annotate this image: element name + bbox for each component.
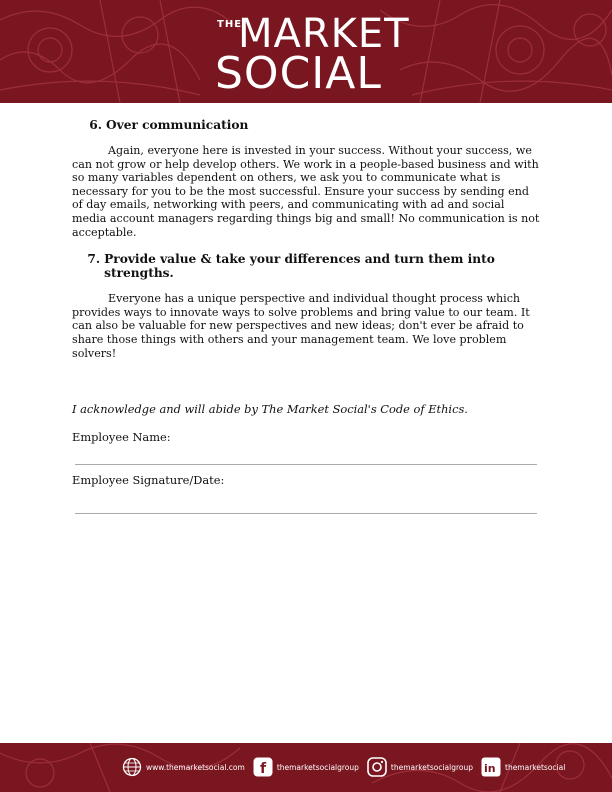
acknowledgement-statement: I acknowledge and will abide by The Market Social's Code of Ethics. xyxy=(72,402,468,417)
employee-name-line[interactable] xyxy=(75,464,537,465)
svg-text:in: in xyxy=(484,762,496,775)
instagram-text: themarketsocialgroup xyxy=(390,762,473,772)
document-body xyxy=(72,118,540,514)
section-paragraph: Everyone has a unique perspective and individual thought process which provides ways to innovate ways to solve problems and bring value to our team. It can also be valuable for new perspectives and new ideas; don't ever be afraid to share those things with others and your management team. We love problem solvers! xyxy=(72,292,530,360)
website-link[interactable] xyxy=(122,757,245,777)
section-title: Over communication xyxy=(106,118,249,132)
company-logo xyxy=(0,0,612,103)
logo-market: MARKET xyxy=(238,11,410,57)
header-banner xyxy=(0,0,612,103)
employee-signature-label: Employee Signature/Date: xyxy=(72,473,225,488)
facebook-text: themarketsocialgroup xyxy=(276,762,359,772)
linkedin-link[interactable] xyxy=(481,757,565,777)
svg-text:f: f xyxy=(259,761,266,777)
linkedin-text: themarketsocial xyxy=(505,762,566,772)
section-heading xyxy=(72,252,540,280)
employee-signature-line[interactable] xyxy=(75,513,537,514)
section-paragraph: Again, everyone here is invested in your success. Without your success, we can not grow or help develop others. We work in a people-based business and with so many variables dependent on others, we ask you to communicate what is necessary for you to be the most successful. Ensure your success by sending end of day emails, networking with peers, and communicating with ad and social media account managers regarding things big and small! No communication is not acceptable. xyxy=(72,144,540,239)
section-number: 7. xyxy=(87,252,101,267)
instagram-icon xyxy=(367,757,387,777)
facebook-link[interactable] xyxy=(253,757,359,777)
employee-name-label: Employee Name: xyxy=(72,430,171,445)
logo-the: THE xyxy=(217,19,243,30)
facebook-icon xyxy=(253,757,273,777)
social-links xyxy=(122,755,573,779)
section-title: Provide value & take your differences and turn them into strengths. xyxy=(104,252,495,281)
section-number: 6. xyxy=(89,118,102,132)
website-text: www.themarketsocial.com xyxy=(146,762,245,772)
instagram-link[interactable] xyxy=(367,757,473,777)
globe-icon xyxy=(122,757,142,777)
section-heading xyxy=(72,118,540,132)
logo-social: SOCIAL xyxy=(215,48,382,99)
linkedin-icon xyxy=(481,757,501,777)
footer-banner xyxy=(0,743,612,792)
